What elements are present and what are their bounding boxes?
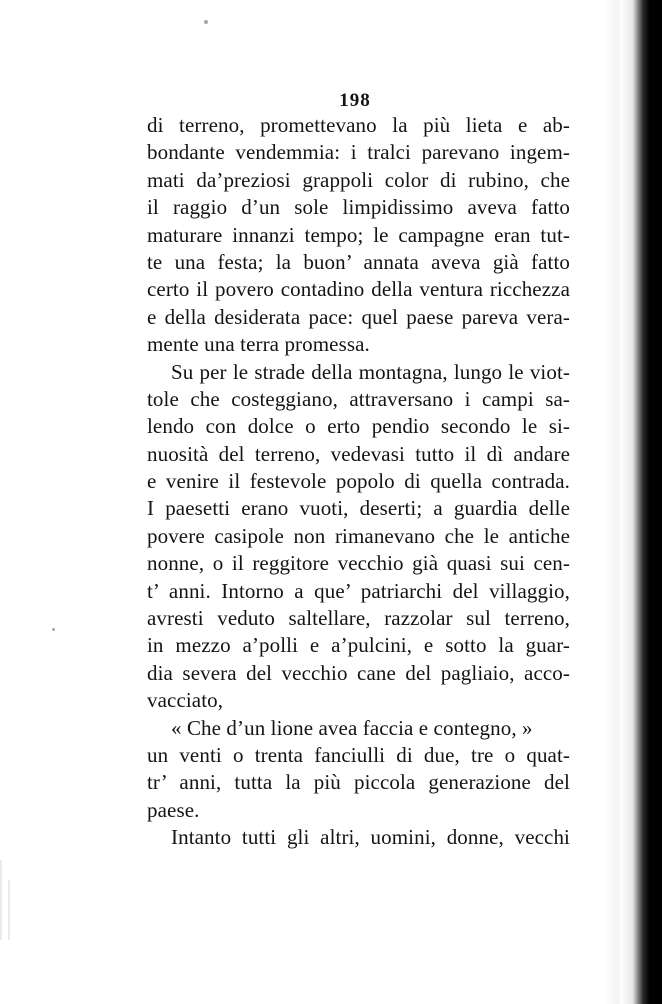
text-line: nonne, o il reggitore vecchio già quasi sui cen-: [147, 551, 570, 576]
text-line: mati da’preziosi grappoli color di rubino, che: [147, 167, 570, 192]
text-line: lendo con dolce o erto pendio secondo le si-: [147, 414, 570, 439]
paper-speck: [52, 628, 55, 631]
text-line: I paesetti erano vuoti, deserti; a guardia delle: [147, 496, 570, 521]
text-line: vacciato,: [147, 688, 224, 713]
text-line: di terreno, promettevano la più lieta e ab-: [147, 113, 570, 137]
page-number: 198: [339, 90, 371, 111]
text-line: Su per le strade della montagna, lungo le viot-: [171, 359, 570, 384]
text-line: t’ anni. Intorno a que’ patriarchi del villaggio,: [147, 578, 570, 603]
text-line: dia severa del vecchio cane del pagliaio, acco-: [147, 660, 570, 685]
text-line: mente una terra promessa.: [147, 332, 370, 357]
text-line: « Che d’un lione avea faccia e contegno, »: [171, 715, 533, 740]
text-line: povere casipole non rimanevano che le antiche: [147, 523, 570, 548]
binding-shadow: [604, 0, 620, 1004]
page-curl-mark: [8, 880, 50, 940]
text-line: e della desiderata pace: quel paese pareva vera-: [147, 304, 570, 329]
text-line: paese.: [147, 797, 200, 822]
text-line: maturare innanzi tempo; le campagne eran tut-: [147, 222, 570, 247]
text-line: nuosità del terreno, vedevasi tutto il dì andare: [147, 441, 570, 466]
text-line: tr’ anni, tutta la più piccola generazione del: [147, 770, 570, 795]
text-line: un venti o trenta fanciulli di due, tre o quat-: [147, 742, 570, 767]
text-line: tole che costeggiano, attraversano i campi sa-: [147, 386, 570, 411]
text-line: in mezzo a’polli e a’pulcini, e sotto la guar-: [147, 633, 570, 658]
text-line: il raggio d’un sole limpidissimo aveva fatto: [147, 195, 570, 220]
text-line: Intanto tutti gli altri, uomini, donne, vecchi: [171, 825, 570, 850]
binding-edge: [620, 0, 662, 1004]
text-line: bondante vendemmia: i tralci parevano ingem-: [147, 140, 570, 165]
text-line: te una festa; la buon’ annata aveva già fatto: [147, 249, 570, 274]
text-line: certo il povero contadino della ventura ricchezza: [147, 277, 570, 302]
paper-speck: [204, 20, 208, 24]
body-text: [147, 112, 570, 852]
text-line: avresti veduto saltellare, razzolar sul terreno,: [147, 606, 570, 631]
text-line: e venire il festevole popolo di quella contrada.: [147, 469, 570, 494]
